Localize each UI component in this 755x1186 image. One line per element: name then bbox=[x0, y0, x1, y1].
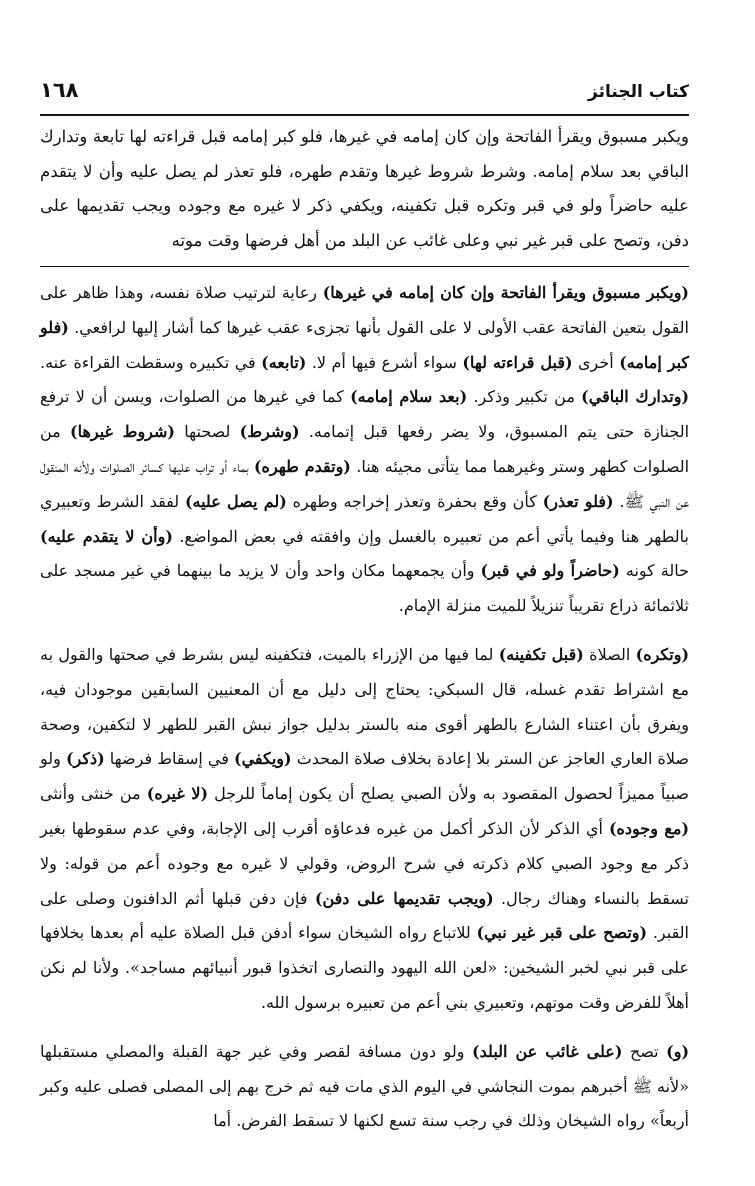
commentary-text: من تكبير وذكر. bbox=[467, 387, 582, 407]
lemma-phrase: (فلو كبر إمامه) bbox=[40, 317, 690, 372]
lemma-phrase: (ويكبر مسبوق ويقرأ الفاتحة وإن كان إمامه في غيرها) bbox=[322, 283, 689, 302]
lemma-phrase: (قبل قراءته لها) bbox=[462, 352, 573, 372]
commentary-text: سواء أشرع فيها أم لا. bbox=[306, 352, 463, 372]
lemma-phrase: (ويكفي) bbox=[234, 749, 292, 769]
commentary-text: لصحتها bbox=[175, 422, 240, 442]
sharh-commentary bbox=[40, 276, 689, 1153]
commentary-text: للاتباع رواه الشيخان سواء أدفن قبل الصلاة عليه أم بعدها بخلافها على قبر نبي لخبر الشيخين: «لعن الله اليهود والنصارى اتخذوا قبور أنبيائهم مساجد». ولأنا لم نكن أهلاً للفرض وقت موتهم، وتعبيري بني أعم من تعبيره برسول الله. bbox=[40, 923, 690, 1012]
commentary-text: لفقد الشرط وتعبيري بالطهر هنا وفيما يأتي أعم من تعبيره بالغسل وإن وافقته في بعض المواضع. bbox=[40, 491, 689, 546]
commentary-text: ولو دون مسافة لقصر وفي غير جهة القبلة والمصلي مستقبلها «لأنه ﷺ أخبرهم بموت النجاشي في اليوم الذي مات فيه ثم خرج بهم إلى المصلى فصلى عليه وكبر أربعاً» رواه الشيخان وذلك في رجب سنة تسع لكنها لا تسقط الفرض. أما bbox=[40, 1041, 689, 1131]
section-divider bbox=[40, 266, 689, 267]
lemma-phrase: (لم يصل عليه) bbox=[184, 491, 287, 511]
lemma-phrase: (ذكر) bbox=[65, 749, 105, 769]
sharh-paragraph-3 bbox=[40, 1035, 689, 1139]
commentary-text: بماء أو تراب عليها كسائر الصلوات ولأنه المنقول عن النبي ﷺ. bbox=[40, 456, 690, 511]
lemma-phrase: (وتصح على قبر غير نبي) bbox=[476, 923, 648, 943]
lemma-phrase: (و) bbox=[666, 1041, 690, 1061]
lemma-phrase: (وأن لا يتقدم عليه) bbox=[40, 526, 173, 546]
sharh-paragraph-2 bbox=[40, 638, 689, 1021]
sharh-paragraph-1 bbox=[40, 276, 689, 624]
lemma-phrase: (فلو تعذر) bbox=[542, 491, 614, 511]
page-header bbox=[40, 78, 689, 108]
lemma-phrase: (وشرط) bbox=[239, 422, 300, 442]
commentary-text: فإن دفن قبلها أثم الدافنون وصلى على القبر. bbox=[40, 888, 689, 943]
lemma-phrase: (ويجب تقديمها على دفن) bbox=[314, 888, 494, 908]
commentary-text: رعاية لترتيب صلاة نفسه، وهذا ظاهر على القول بتعين الفاتحة عقب الأولى لا على القول بأنها تجزىء عقب غيرها كما أشار إليها لرافعي. bbox=[40, 283, 689, 337]
commentary-text: تصح bbox=[622, 1041, 667, 1061]
lemma-phrase: (حاضراً ولو في قبر) bbox=[480, 561, 620, 581]
commentary-text: ولو صبياً مميزاً لحصول المقصود به ولأن الصبي يصلح أن يكون إماماً للرجل bbox=[40, 749, 689, 804]
commentary-text: كما في غيرها من الصلوات، ويسن أن لا ترفع الجنازة حتى يتم المسبوق، ولا يضر رفعها قبل إتمامه. bbox=[40, 387, 690, 442]
commentary-text: حالة كونه bbox=[619, 561, 689, 581]
commentary-text: كأن وقع بحفرة وتعذر إخراجه وطهره bbox=[286, 491, 543, 511]
lemma-phrase: (وتكره) bbox=[635, 644, 690, 664]
commentary-text: الصلاة bbox=[583, 644, 636, 664]
lemma-phrase: (بعد سلام إمامه) bbox=[350, 387, 468, 407]
commentary-text: من خنثى وأنثى bbox=[40, 784, 147, 804]
commentary-text: في إسقاط فرضها bbox=[104, 749, 234, 769]
lemma-phrase: (على غائب عن البلد) bbox=[472, 1041, 623, 1061]
header-rule bbox=[40, 114, 689, 116]
book-title: كتاب الجنائز bbox=[588, 82, 689, 102]
matn-text: ويكبر مسبوق ويقرأ الفاتحة وإن كان إمامه في غيرها، فلو كبر إمامه قبل قراءته لها تابعة وتدارك الباقي بعد سلام إمامه. وشرط شروط غيرها وتقدم طهره، فلو تعذر لم يصل عليه وأن لا يتقدم عليه حاضراً ولو في قبر وتكره قبل تكفينه، ويكفي ذكر لا غيره مع وجوده ويجب تقديمها على دفن، وتصح على قبر غير نبي وعلى غائب عن البلد من أهل فرضها وقت موته bbox=[40, 127, 689, 250]
lemma-phrase: (قبل تكفينه) bbox=[498, 644, 584, 664]
page-number: ١٦٨ bbox=[40, 78, 79, 102]
commentary-text: من الصلوات كطهر وستر وغيرهما مما يتأتى مجيئه هنا. bbox=[40, 422, 690, 476]
lemma-phrase: (شروط غيرها) bbox=[70, 422, 175, 442]
lemma-phrase: (لا غيره) bbox=[146, 784, 209, 804]
lemma-phrase: (وتدارك الباقي) bbox=[581, 387, 690, 407]
commentary-text: أي الذكر لأن الذكر أكمل من غيره فدعاؤه أقرب إلى الإجابة، وفي عدم سقوطها بغير ذكر مع وجود الصبي كلام ذكرته في شرح الروض، وقولي لا غيره مع وجوده أعم من قوله: ولا تسقط بالنساء وهناك رجال. bbox=[40, 818, 689, 908]
lemma-phrase: (مع وجوده) bbox=[608, 818, 690, 838]
commentary-text: في تكبيره وسقطت القراءة عنه. bbox=[40, 352, 262, 372]
lemma-phrase: (تابعه) bbox=[261, 352, 307, 372]
commentary-text: وأن يجمعهما مكان واحد وأن لا يزيد ما بينهما في غير مسجد على ثلاثمائة ذراع تقريباً تنزيلاً للميت منزلة الإمام. bbox=[40, 561, 689, 616]
lemma-phrase: (وتقدم طهره) bbox=[253, 456, 351, 476]
commentary-text: لما فيها من الإزراء بالميت، فتكفينه ليس بشرط في صحتها والقول به مع اشتراط تقدم غسله، قال السبكي: يحتاج إلى دليل مع أن المعنيين السابقين موجودان فيه، ويفرق بأن اعتناء الشارع بالطهر أقوى منه بالستر بدليل جواز نبش القبر للطهر لا لتكفين، وصحة صلاة العاري العاجز عن الستر بلا إعادة بخلاف صلاة المحدث bbox=[40, 644, 690, 769]
commentary-text: أخرى bbox=[572, 352, 620, 372]
